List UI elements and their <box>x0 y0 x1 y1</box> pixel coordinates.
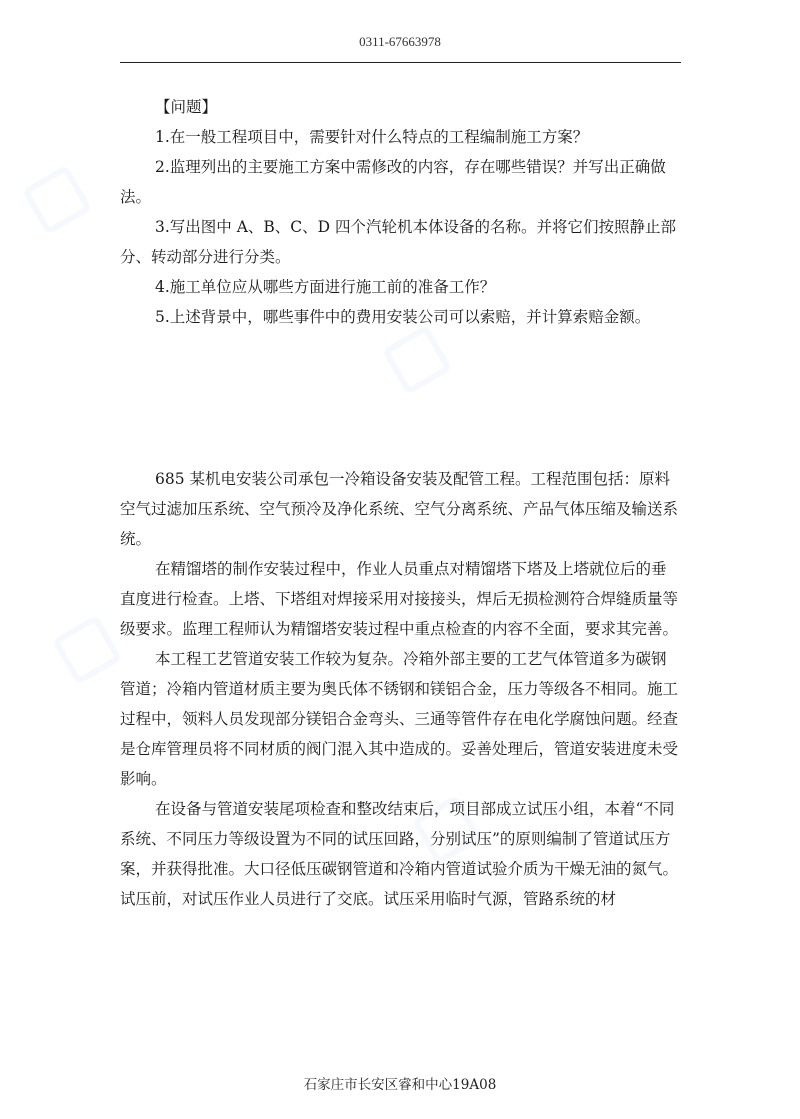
case-paragraph: 在精馏塔的制作安装过程中，作业人员重点对精馏塔下塔及上塔就位后的垂直度进行检查。上塔、下塔组对焊接采用对接接头，焊后无损检测符合焊缝质量等级要求。监理工程师认为精馏塔安装过程中重点检查的内容不全面，要求其完善。 <box>120 560 679 638</box>
watermark <box>21 159 100 236</box>
case-paragraph: 在设备与管道安装尾项检查和整改结束后，项目部成立试压小组，本着“不同系统、不同压力等级设置为不同的试压回路，分别试压”的原则编制了管道试压方案，并获得批准。大口径低压碳钢管道和冷箱内管道试验介质为干燥无油的氮气。试压前，对试压作业人员进行了交底。试压采用临时气源，管路系统的材 <box>120 800 679 908</box>
header-divider <box>120 62 681 63</box>
header-phone: 0311-67663978 <box>359 34 441 49</box>
questions-title: 【问题】 <box>155 98 218 116</box>
question-item: 5.上述背景中，哪些事件中的费用安装公司可以索赔，并计算索赔金额。 <box>155 308 651 326</box>
case-paragraph: 685 某机电安装公司承包一冷箱设备安装及配管工程。工程范围包括：原料空气过滤加压系统、空气预冷及净化系统、空气分离系统、产品气体压缩及输送系统。 <box>120 470 679 548</box>
question-item: 1.在一般工程项目中，需要针对什么特点的工程编制施工方案？ <box>155 128 589 146</box>
question-item: 2.监理列出的主要施工方案中需修改的内容，存在哪些错误？并写出正确做法。 <box>120 158 666 206</box>
question-item: 4.施工单位应从哪些方面进行施工前的准备工作？ <box>155 278 496 296</box>
question-item: 3.写出图中 A、B、C、D 四个汽轮机本体设备的名称。并将它们按照静止部分、转动部分进行分类。 <box>120 218 677 266</box>
page-content <box>120 92 680 914</box>
watermark-logo-icon <box>22 164 93 235</box>
case-paragraph: 本工程工艺管道安装工作较为复杂。冷箱外部主要的工艺气体管道多为碳钢管道；冷箱内管道材质主要为奥氏体不锈钢和镁铝合金，压力等级各不相同。施工过程中，领料人员发现部分镁铝合金弯头、三通等管件存在电化学腐蚀问题。经查是仓库管理员将不同材质的阀门混入其中造成的。妥善处理后，管道安装进度未受影响。 <box>120 650 679 788</box>
watermark-logo-icon <box>52 614 123 685</box>
section-gap <box>120 332 680 464</box>
footer-address: 石家庄市长安区睿和中心19A08 <box>303 1077 497 1093</box>
watermark <box>51 609 130 686</box>
